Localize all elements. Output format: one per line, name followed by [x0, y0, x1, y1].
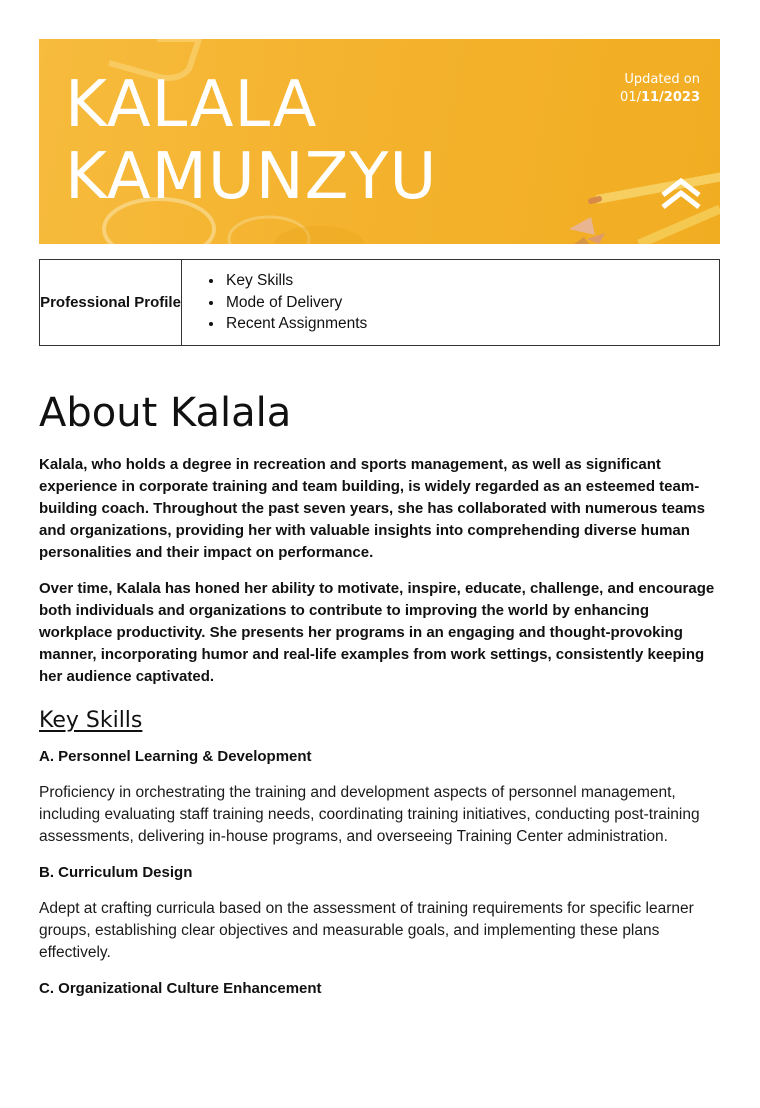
profile-list	[182, 260, 367, 345]
profile-label: Professional Profile	[40, 260, 182, 345]
about-paragraph-2: Over time, Kalala has honed her ability to motivate, inspire, educate, challenge, and encourage both individuals and organizations to contribute to improving the world by enhancing workplace productivity. She presents her programs in an engaging and thought-provoking manner, incorporating humor and real-life examples from work settings, consistently keeping her audience captivated.	[39, 580, 715, 685]
updated-date-bold: 11/2023	[640, 90, 700, 105]
profile-table	[39, 259, 720, 346]
skill-text-b: Adept at crafting curricula based on the assessment of training requirements for specific learner groups, establishing clear objectives and measurable goals, and implementing these plans effectively.	[39, 900, 694, 961]
name-line-1: KALALA	[65, 68, 318, 142]
person-name	[65, 69, 437, 213]
updated-label: Updated on	[624, 72, 700, 87]
updated-date	[620, 71, 700, 107]
about-title: About Kalala	[39, 390, 292, 436]
profile-item-recent-assignments[interactable]: • Recent Assignments	[224, 313, 367, 335]
main-content	[39, 454, 721, 1014]
header-banner	[39, 39, 720, 244]
updated-date-prefix: 01/	[620, 90, 641, 105]
name-line-2: KAMUNZYU	[65, 140, 438, 214]
profile-item-key-skills[interactable]: • Key Skills	[224, 270, 367, 292]
profile-item-mode-of-delivery[interactable]: • Mode of Delivery	[224, 292, 367, 314]
skill-heading-b: B. Curriculum Design	[39, 864, 193, 881]
skill-text-a: Proficiency in orchestrating the training and development aspects of personnel management, including evaluating staff training needs, coordinating training initiatives, conducting post-training assessments, delivering in-house programs, and overseeing Training Center administration.	[39, 784, 700, 845]
skill-heading-a: A. Personnel Learning & Development	[39, 748, 312, 765]
brand-logo-icon	[659, 175, 703, 215]
skill-heading-c: C. Organizational Culture Enhancement	[39, 980, 322, 997]
key-skills-title: Key Skills	[39, 708, 143, 733]
about-paragraph-1: Kalala, who holds a degree in recreation and sports management, as well as significant experience in corporate training and team building, is widely regarded as an esteemed team-building coach. Throughout the past seven years, she has collaborated with numerous teams and organizations, providing her with valuable insights into comprehending diverse human personalities and their impact on performance.	[39, 456, 705, 561]
